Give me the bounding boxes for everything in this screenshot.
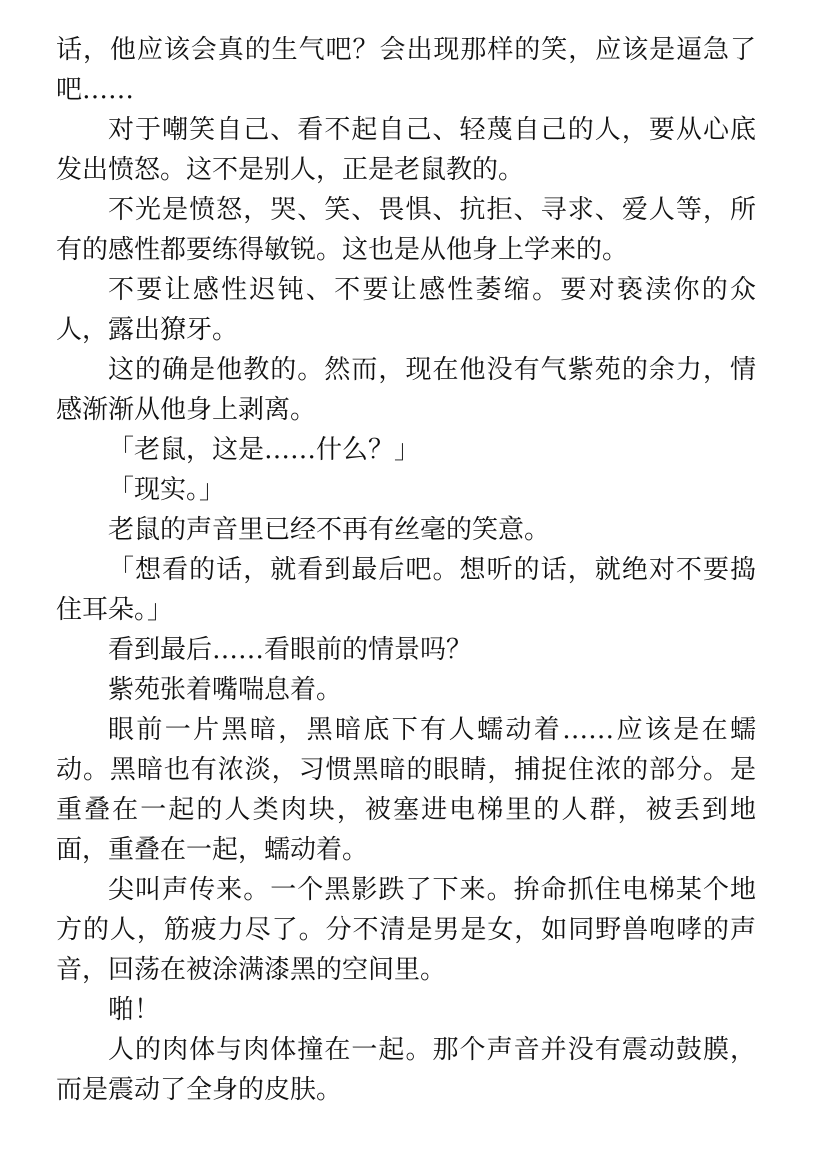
- onomatopoeia-line: 啪！: [108, 995, 161, 1025]
- paragraph-15: 人的肉体与肉体撞在一起。那个声音并没有震动鼓膜，而是震动了全身的皮肤。: [56, 1035, 756, 1105]
- dialogue-line-3: 「想看的话，就看到最后吧。想听的话，就绝对不要捣住耳朵。」: [56, 555, 756, 625]
- paragraph-5: 这的确是他教的。然而，现在他没有气紫苑的余力，情感渐渐从他身上剥离。: [56, 355, 756, 425]
- paragraph-10: 看到最后……看眼前的情景吗？: [108, 635, 473, 665]
- paragraph-3: 不光是愤怒，哭、笑、畏惧、抗拒、寻求、爱人等，所有的感性都要练得敏锐。这也是从他身上学来的。: [56, 195, 756, 265]
- paragraph-1: 话，他应该会真的生气吧？会出现那样的笑，应该是逼急了吧……: [56, 35, 756, 105]
- document-page: [56, 30, 756, 1110]
- paragraph-2: 对于嘲笑自己、看不起自己、轻蔑自己的人，要从心底发出愤怒。这不是别人，正是老鼠教的。: [56, 115, 756, 185]
- paragraph-13: 尖叫声传来。一个黑影跌了下来。拚命抓住电梯某个地方的人，筋疲力尽了。分不清是男是女，如同野兽咆哮的声音，回荡在被涂满漆黑的空间里。: [56, 875, 756, 985]
- paragraph-11: 紫苑张着嘴喘息着。: [108, 675, 343, 705]
- dialogue-line-1: 「老鼠，这是……什么？」: [108, 435, 421, 465]
- dialogue-line-2: 「现实。」: [108, 475, 226, 505]
- paragraph-8: 老鼠的声音里已经不再有丝毫的笑意。: [108, 515, 551, 545]
- paragraph-12: 眼前一片黑暗，黑暗底下有人蠕动着……应该是在蠕动。黑暗也有浓淡，习惯黑暗的眼睛，捕捉住浓的部分。是重叠在一起的人类肉块，被塞进电梯里的人群，被丢到地面，重叠在一起，蠕动着。: [56, 715, 756, 865]
- paragraph-4: 不要让感性迟钝、不要让感性萎缩。要对亵渎你的众人，露出獠牙。: [56, 275, 756, 345]
